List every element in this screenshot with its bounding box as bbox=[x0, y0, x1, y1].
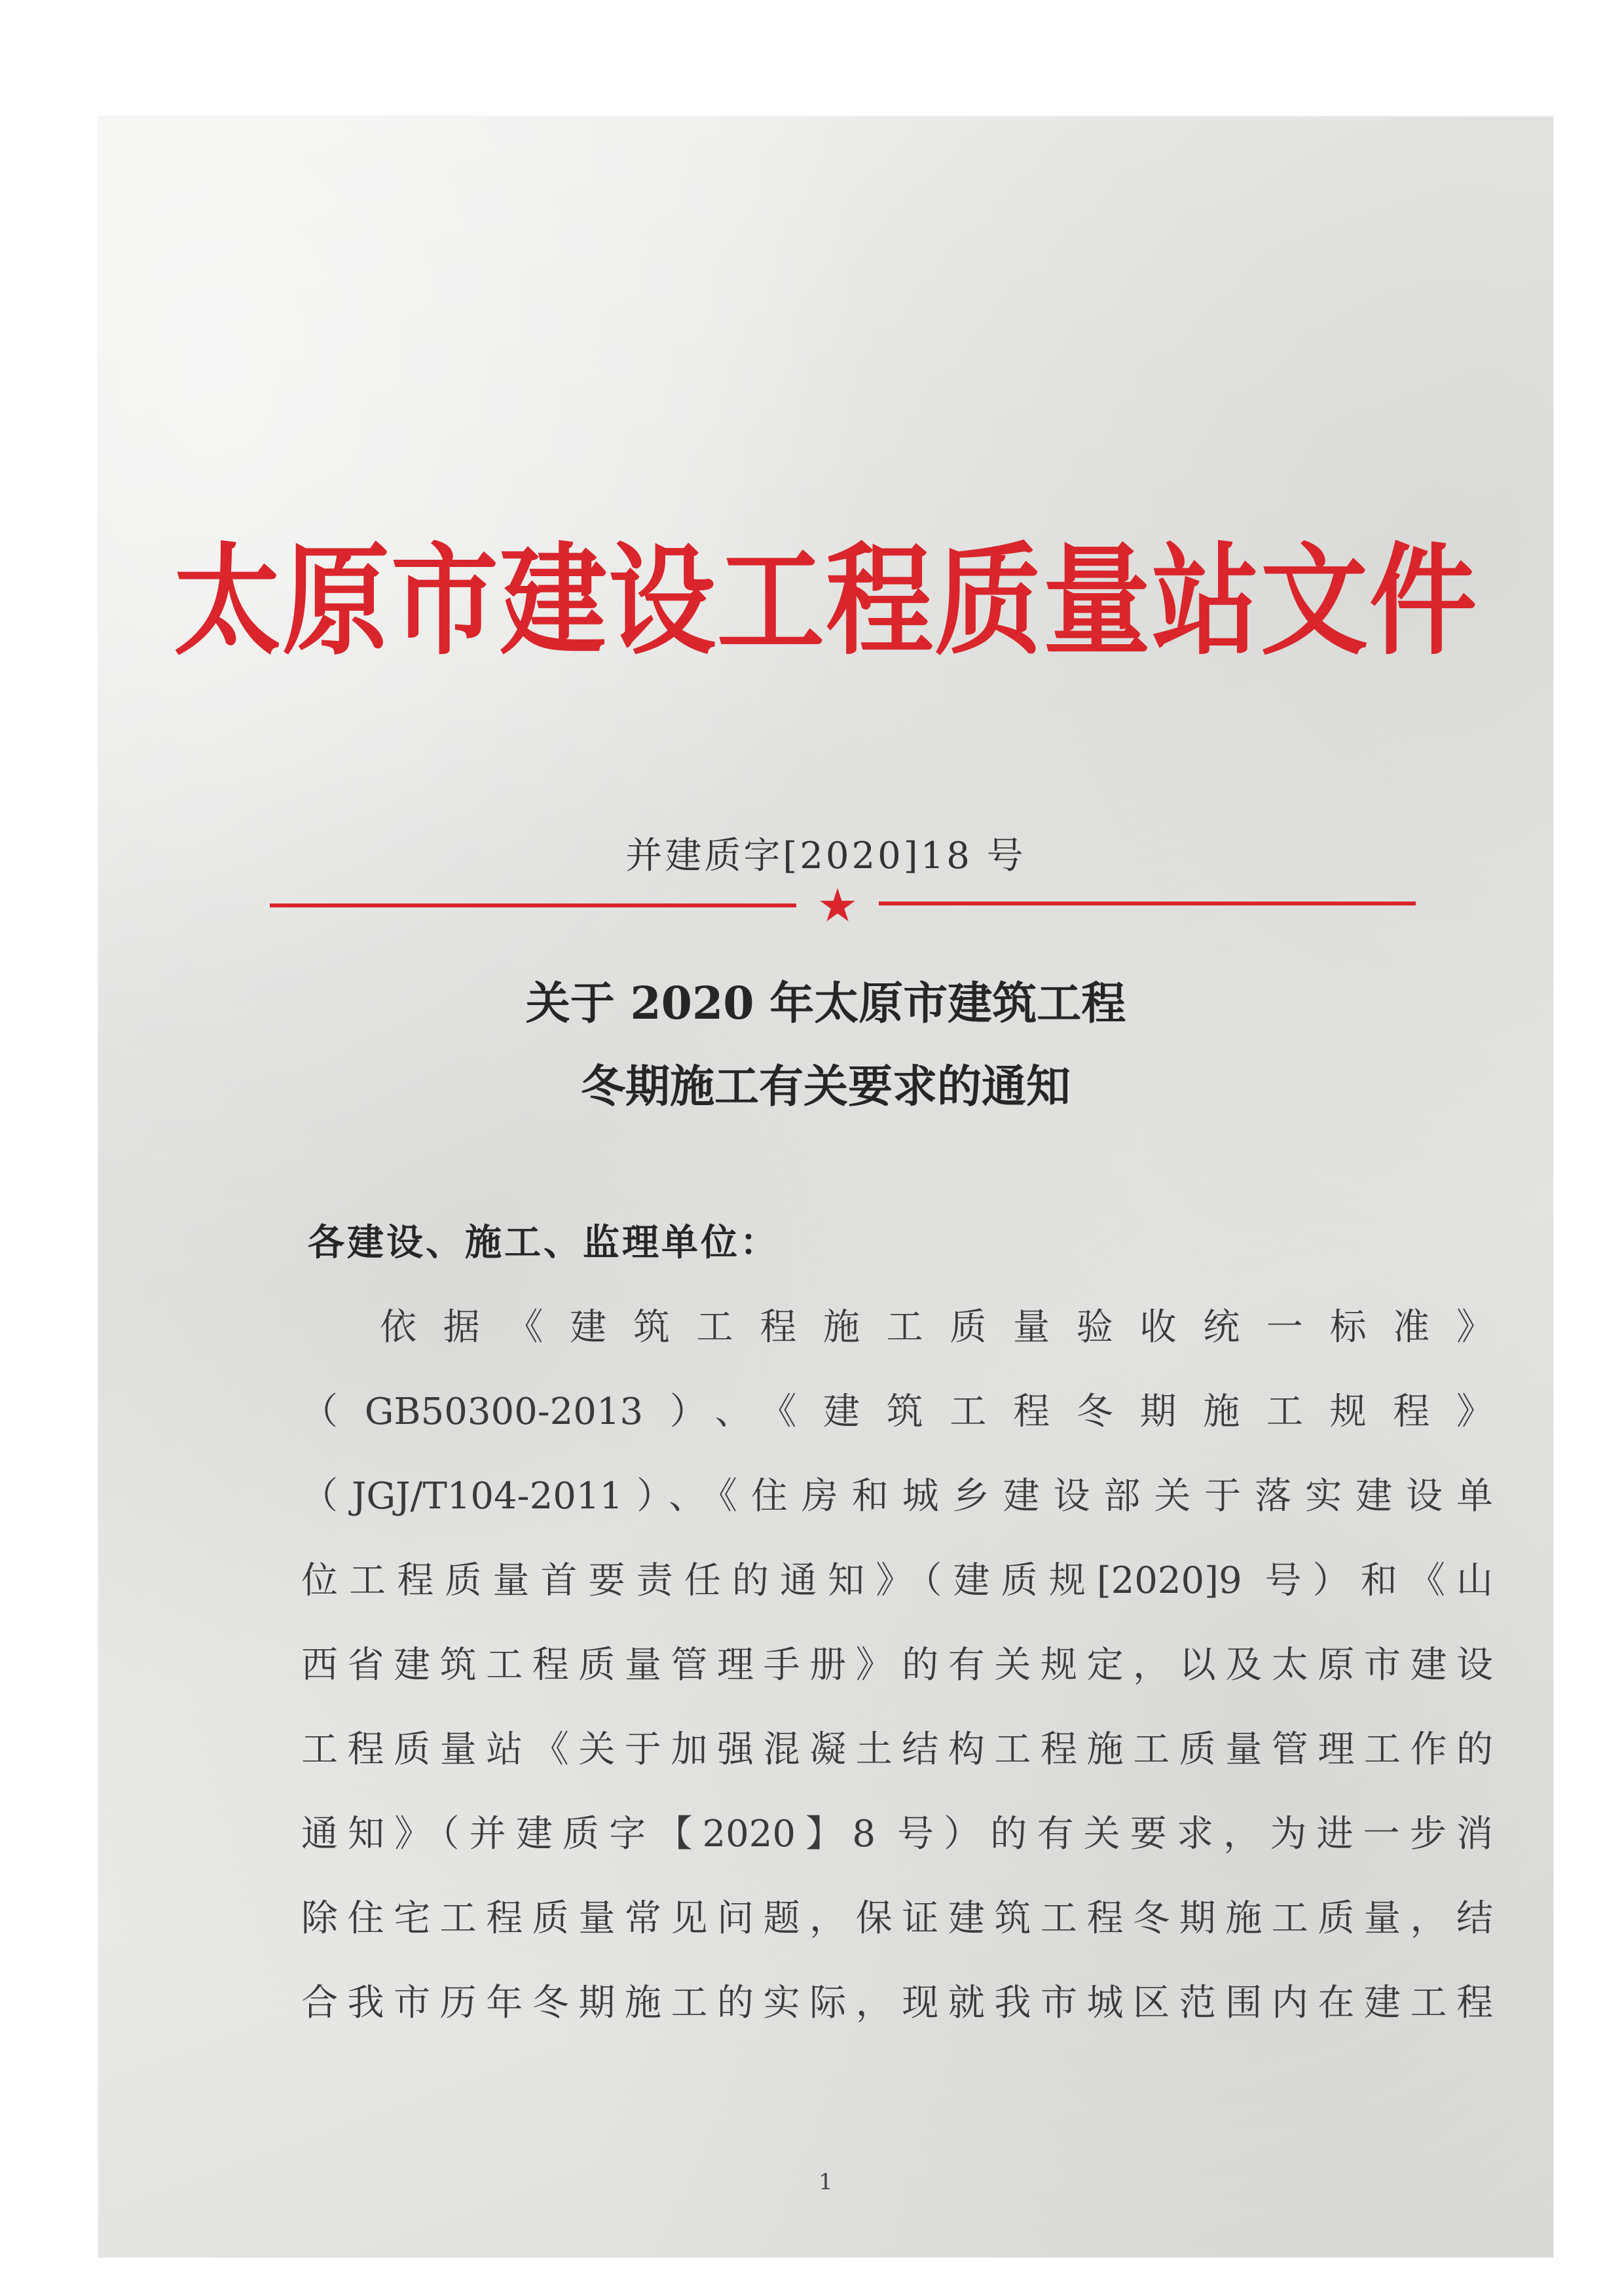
divider-line-left bbox=[270, 903, 796, 907]
body-line: 位工程质量首要责任的通知》（建质规[2020]9 号）和《山 bbox=[301, 1559, 1493, 1602]
notice-title-line-2: 冬期施工有关要求的通知 bbox=[580, 1061, 1071, 1113]
star-icon: ★ bbox=[817, 879, 858, 932]
red-divider bbox=[270, 879, 1416, 932]
notice-title-line-1: 关于 2020 年太原市建筑工程 bbox=[525, 977, 1126, 1030]
salutation: 各建设、施工、监理单位： bbox=[308, 1221, 779, 1264]
divider-line-right bbox=[879, 902, 1416, 905]
body-line: 依据《建筑工程施工质量验收统一标准》 bbox=[380, 1306, 1493, 1349]
body-line: （JGJ/T104-2011）、《住房和城乡建设部关于落实建设单 bbox=[301, 1475, 1493, 1518]
body-line: 西省建筑工程质量管理手册》的有关规定，以及太原市建设 bbox=[301, 1644, 1493, 1686]
document-header-title: 太原市建设工程质量站文件 bbox=[173, 530, 1478, 672]
body-line: 通知》（并建质字【2020】8 号）的有关要求，为进一步消 bbox=[301, 1813, 1493, 1855]
body-line: 合我市历年冬期施工的实际，现就我市城区范围内在建工程 bbox=[301, 1982, 1493, 2024]
body-line: 工程质量站《关于加强混凝土结构工程施工质量管理工作的 bbox=[301, 1728, 1493, 1771]
body-line: 除住宅工程质量常见问题，保证建筑工程冬期施工质量，结 bbox=[301, 1897, 1493, 1940]
body-line: （GB50300-2013）、《建筑工程冬期施工规程》 bbox=[301, 1391, 1493, 1433]
page-number: 1 bbox=[819, 2169, 833, 2195]
body-text bbox=[301, 1295, 1493, 2055]
document-page bbox=[98, 117, 1553, 2257]
document-number: 并建质字[2020]18 号 bbox=[625, 835, 1026, 877]
